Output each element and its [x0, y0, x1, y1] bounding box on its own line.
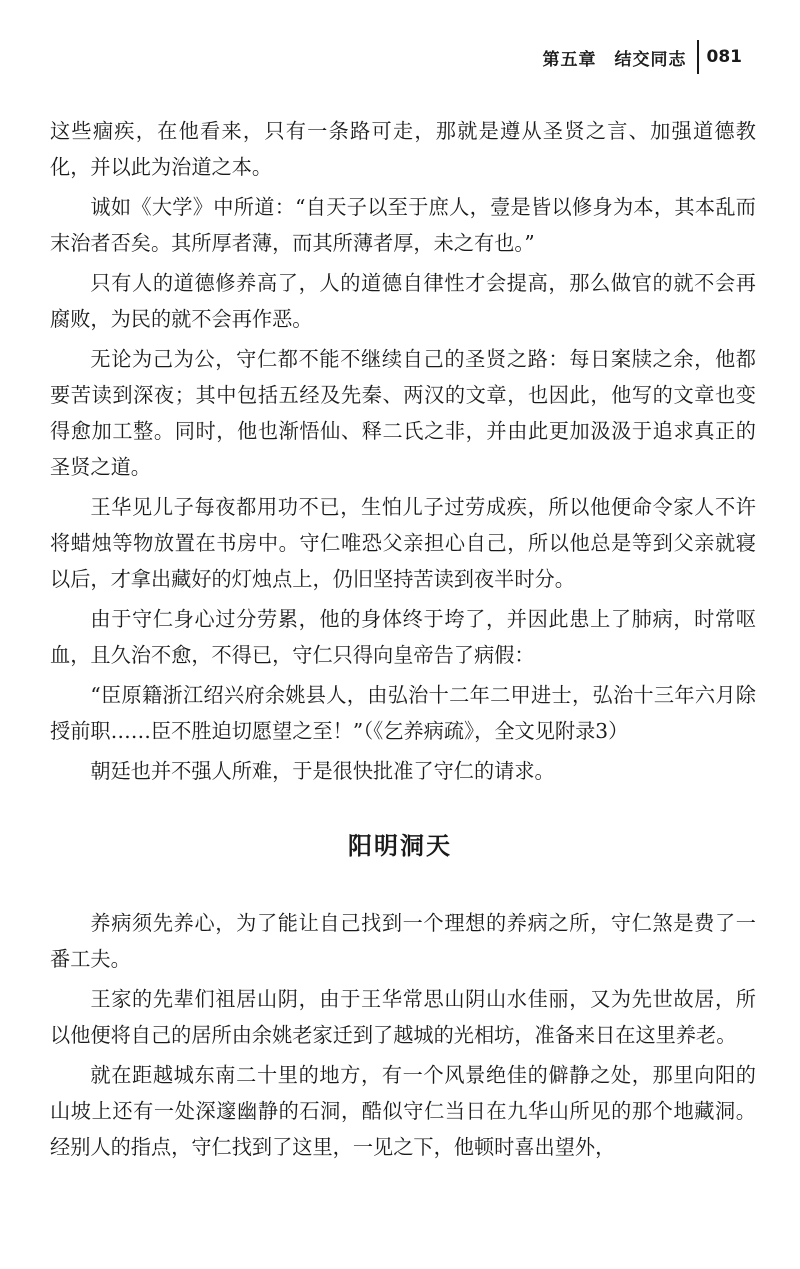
paragraph: 由于守仁身心过分劳累，他的身体终于垮了，并因此患上了肺病，时常呕血，且久治不愈，不得已，守仁只得向皇帝告了病假： — [50, 607, 756, 667]
paragraph: 无论为己为公，守仁都不能不继续自己的圣贤之路：每日案牍之余，他都要苦读到深夜；其中包括五经及先秦、两汉的文章，也因此，他写的文章也变得愈加工整。同时，他也渐悟仙、释二氏之非，并由此更加汲汲于追求真正的圣贤之道。 — [50, 347, 756, 479]
body-text-bottom — [50, 905, 756, 1169]
chapter-title: 第五章 结交同志 — [542, 49, 687, 70]
paragraph: 王华见儿子每夜都用功不已，生怕儿子过劳成疾，所以他便命令家人不许将蜡烛等物放置在书房中。守仁唯恐父亲担心自己，所以他总是等到父亲就寝以后，才拿出藏好的灯烛点上，仍旧坚持苦读到夜半时分。 — [50, 495, 756, 591]
paragraph: 养病须先养心，为了能让自己找到一个理想的养病之所，守仁煞是费了一番工夫。 — [50, 911, 756, 971]
header-divider — [697, 40, 699, 74]
paragraph: 这些痼疾，在他看来，只有一条路可走，那就是遵从圣贤之言、加强道德教化，并以此为治道之本。 — [50, 119, 756, 179]
paragraph: 只有人的道德修养高了，人的道德自律性才会提高，那么做官的就不会再腐败，为民的就不会再作恶。 — [50, 271, 756, 331]
body-text-top — [50, 113, 756, 793]
running-header — [543, 40, 743, 74]
paragraph: 朝廷也并不强人所难，于是很快批准了守仁的请求。 — [90, 759, 555, 783]
paragraph: 就在距越城东南二十里的地方，有一个风景绝佳的僻静之处，那里向阳的山坡上还有一处深邃幽静的石洞，酷似守仁当日在九华山所见的那个地藏洞。经别人的指点，守仁找到了这里，一见之下，他顿时喜出望外， — [50, 1063, 756, 1159]
paragraph: 诚如《大学》中所道：“自天子以至于庶人，壹是皆以修身为本，其本乱而末治者否矣。其所厚者薄，而其所薄者厚，未之有也。” — [50, 195, 756, 255]
section-heading: 阳明洞天 — [348, 832, 452, 860]
page-number: 081 — [706, 47, 742, 67]
paragraph: 王家的先辈们祖居山阴，由于王华常思山阴山水佳丽，又为先世故居，所以他便将自己的居所由余姚老家迁到了越城的光相坊，准备来日在这里养老。 — [50, 987, 756, 1047]
paragraph: “臣原籍浙江绍兴府余姚县人，由弘治十二年二甲进士，弘治十三年六月除授前职……臣不胜迫切愿望之至！”（《乞养病疏》，全文见附录3） — [50, 683, 756, 743]
